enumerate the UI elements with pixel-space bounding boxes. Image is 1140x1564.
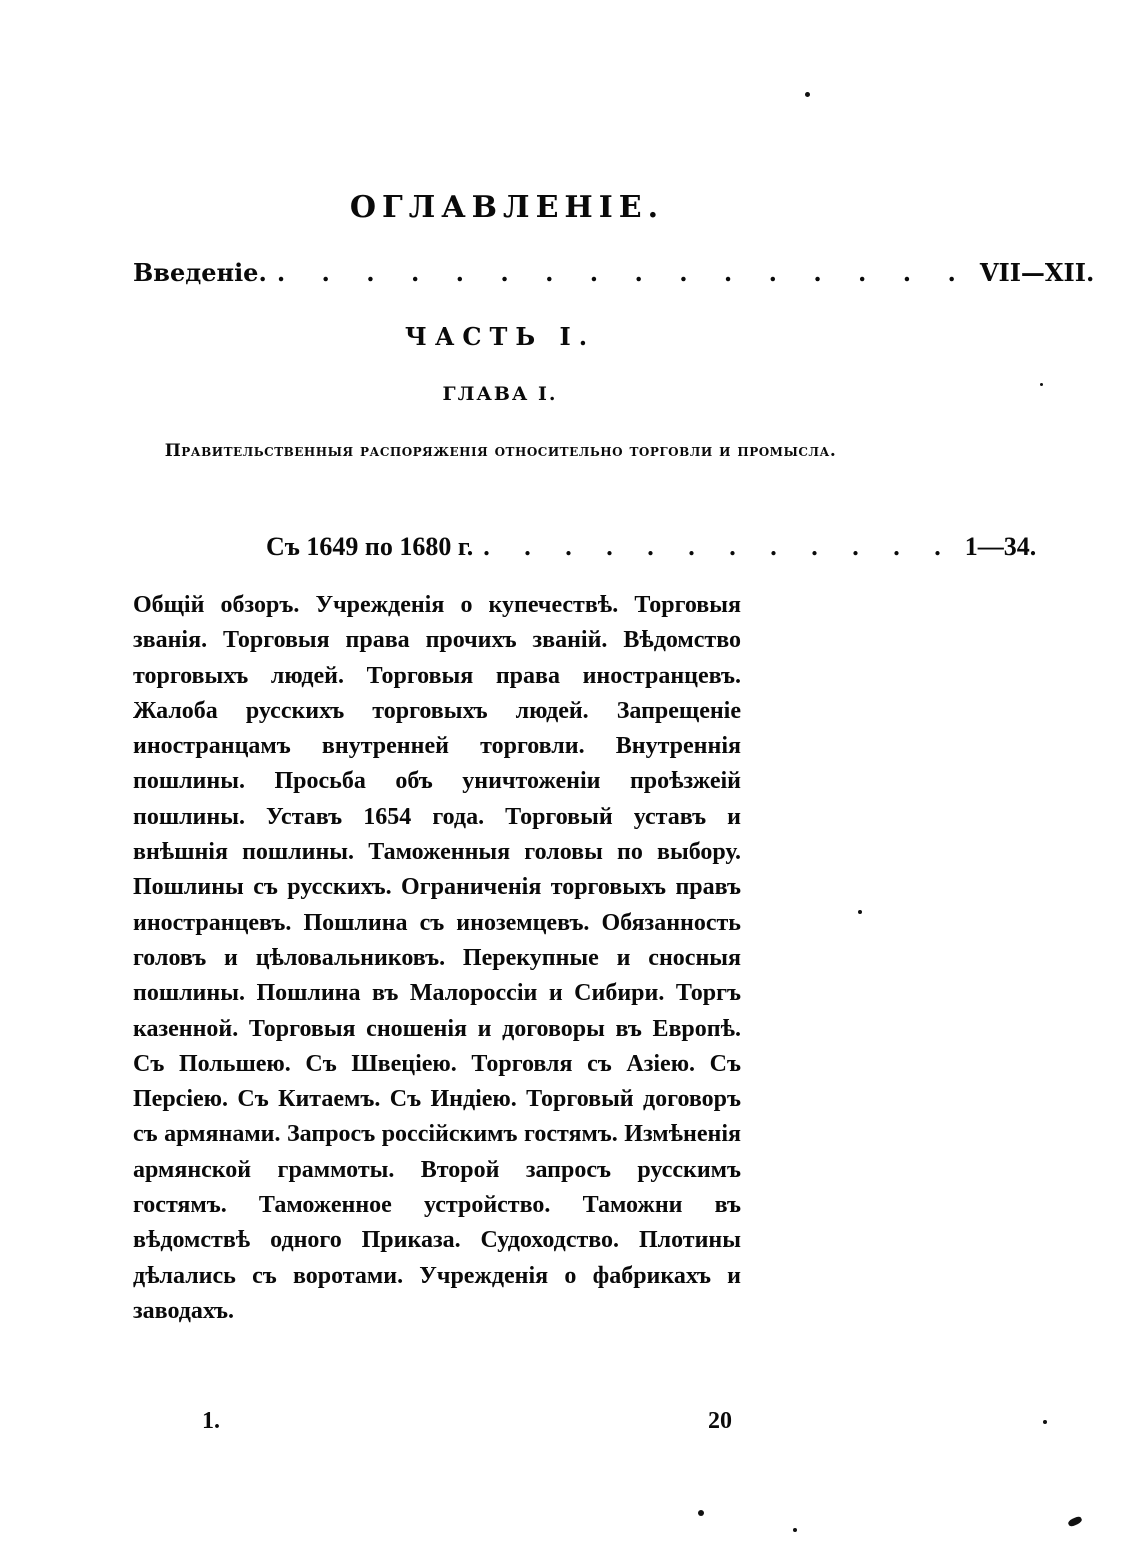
scan-speck [793, 1528, 797, 1532]
scan-speck [1043, 1420, 1047, 1424]
chapter-summary: Общiй обзоръ. Учрежденiя о купечествѣ. Торговыя званiя. Торговыя права прочихъ званiй. Вѣдомство торговыхъ людей. Торговыя права иностранцевъ. Жалоба русскихъ торговыхъ людей. Запрещенiе иностранцамъ внутренней торговли. Внутреннiя пошлины. Просьба объ уничтоженiи проѣзжеiй пошлины. Уставъ 1654 года. Торговый уставъ и внѣшнiя пошлины. Таможенныя головы по выбору. Пошлины съ русскихъ. Ограниченiя торговыхъ правъ иностранцевъ. Пошлина съ иноземцевъ. Обязанность головъ и цѣловальниковъ. Перекупные и сносныя пошлины. Пошлина въ Малороссiи и Сибири. Торгъ казенной. Торговыя сношенiя и договоры въ Европѣ. Съ Польшею. Съ Швецiею. Торговля съ Азiею. Съ Персiею. Съ Китаемъ. Съ Индiею. Торговый договоръ съ армянами. Запросъ россiйскимъ гостямъ. Измѣненiя армянской граммоты. Второй запросъ русскимъ гостямъ. Таможенное устройство. Таможни въ вѣдомствѣ одного Приказа. Судоходство. Плотины дѣлались съ воротами. Учрежденiя о фабрикахъ и заводахъ. [133, 592, 741, 1324]
scan-speck [698, 1510, 704, 1516]
scan-speck [1067, 1515, 1083, 1527]
toc-entry-label: Введенiе. [133, 258, 267, 287]
toc-entry-pages: 1—34. [964, 532, 1037, 561]
toc-entry-introduction [133, 258, 1095, 287]
scan-speck [858, 910, 862, 914]
toc-entry-pages: VII—XII. [979, 258, 1095, 287]
toc-entry-chapter-1 [266, 532, 1037, 562]
dot-leader: . . . . . . . . . . . . . . . . [276, 258, 970, 287]
part-heading: ЧАСТЬ I. [404, 322, 596, 351]
scan-speck [805, 92, 810, 97]
page-title: ОГЛАВЛЕНIЕ. [349, 190, 665, 225]
dot-leader: . . . . . . . . . . . . [483, 532, 955, 561]
chapter-title: Правительственныя распоряженiя относительно торговли и промысла. [164, 441, 837, 461]
page-number: 20 [708, 1408, 732, 1434]
toc-entry-label: Съ 1649 по 1680 г. [266, 532, 474, 561]
scan-speck [1040, 383, 1043, 386]
signature-mark: 1. [202, 1408, 220, 1434]
chapter-heading: ГЛАВА I. [442, 383, 558, 405]
